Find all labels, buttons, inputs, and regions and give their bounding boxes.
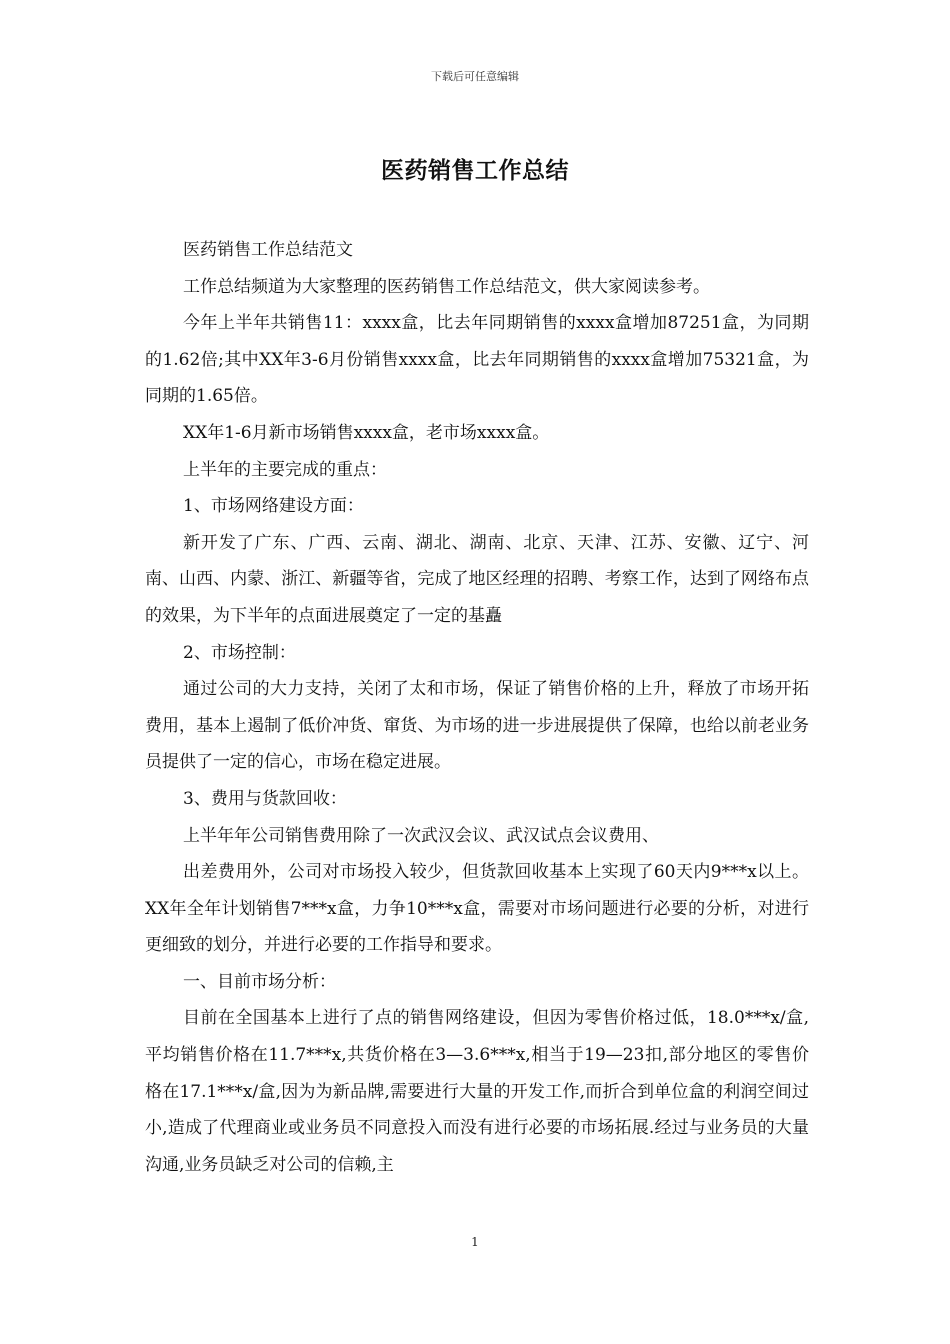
header-note: 下载后可任意编辑 xyxy=(431,70,519,83)
paragraph-costs-1: 上半年年公司销售费用除了一次武汉会议、武汉试点会议费用、 xyxy=(183,825,659,846)
section-heading-network: 1、市场网络建设方面： xyxy=(183,496,364,517)
paragraph-subtitle: 医药销售工作总结范文 xyxy=(183,240,353,260)
paragraph-market-analysis: 目前在全国基本上进行了点的销售网络建设，但因为零售价格过低，18.0***x/盒,平均销售价格在11.7***x,共货价格在3—3.6***x,相当于19—23扣,部分地区的零售价格在17.1***x/盒,因为为新品牌,需要进行大量的开发工作,而折合到单位盒的利润空间过小,造成了代理商业或业务员不同意投入而没有进行必要的市场拓展.经过与业务员的大量沟通,业务员缺乏对公司的信赖,主 xyxy=(145,1008,809,1175)
page-number: 1 xyxy=(471,1235,479,1249)
paragraph-key-points-heading: 上半年的主要完成的重点： xyxy=(183,459,387,480)
paragraph-network: 新开发了广东、广西、云南、湖北、湖南、北京、天津、江苏、安徽、辽宁、河南、山西、内蒙、浙江、新疆等省，完成了地区经理的招聘、考察工作，达到了网络布点的效果，为下半年的点面进展奠定了一定的基矗 xyxy=(145,532,809,626)
paragraph-intro: 工作总结频道为大家整理的医药销售工作总结范文，供大家阅读参考。 xyxy=(183,276,710,297)
paragraph-sales-summary: 今年上半年共销售11：xxxx盒，比去年同期销售的xxxx盒增加87251盒，为同期的1.62倍;其中XX年3-6月份销售xxxx盒，比去年同期销售的xxxx盒增加75321盒，为同期的1.65倍。 xyxy=(145,313,809,407)
section-heading-costs: 3、费用与货款回收： xyxy=(183,788,347,809)
paragraph-market-sales: XX年1-6月新市场销售xxxx盒，老市场xxxx盒。 xyxy=(183,422,550,443)
section-heading-market-analysis: 一、目前市场分析： xyxy=(183,971,336,992)
section-heading-market-control: 2、市场控制： xyxy=(183,642,296,663)
paragraph-market-control: 通过公司的大力支持，关闭了太和市场，保证了销售价格的上升，释放了市场开拓费用，基本上遏制了低价冲货、窜货、为市场的进一步进展提供了保障，也给以前老业务员提供了一定的信心，市场在稳定进展。 xyxy=(145,679,809,773)
paragraph-costs-2: 出差费用外，公司对市场投入较少，但货款回收基本上实现了60天内9***x以上。XX年全年计划销售7***x盒，力争10***x盒，需要对市场问题进行必要的分析，对进行更细致的划分，并进行必要的工作指导和要求。 xyxy=(145,862,809,956)
document-body xyxy=(145,232,809,1183)
document-title: 医药销售工作总结 xyxy=(381,158,569,184)
